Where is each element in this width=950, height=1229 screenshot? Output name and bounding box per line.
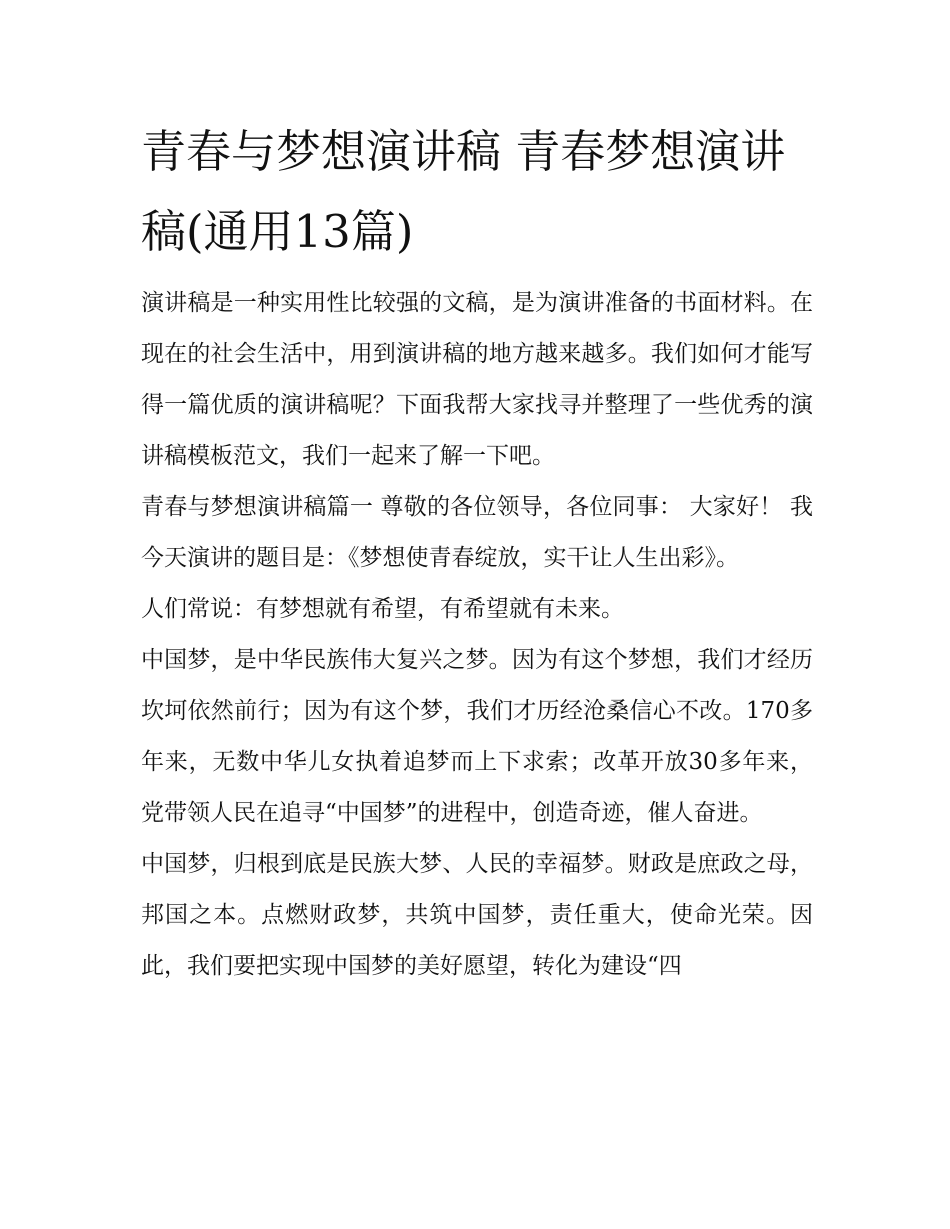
speech-opening-paragraph: 青春与梦想演讲稿篇一 尊敬的各位领导，各位同事： 大家好！ 我今天演讲的题目是：《梦想使青春绽放，实干让人生出彩》。 xyxy=(141,494,813,571)
saying-paragraph: 人们常说：有梦想就有希望，有希望就有未来。 xyxy=(141,596,624,622)
document-title: 青春与梦想演讲稿 青春梦想演讲稿(通用13篇) xyxy=(141,125,786,258)
document-body xyxy=(141,112,813,992)
intro-paragraph: 演讲稿是一种实用性比较强的文稿，是为演讲准备的书面材料。在现在的社会生活中，用到演讲稿的地方越来越多。我们如何才能写得一篇优质的演讲稿呢？下面我帮大家找寻并整理了一些优秀的演讲稿模板范文，我们一起来了解一下吧。 xyxy=(141,290,813,469)
china-dream-paragraph: 中国梦，是中华民族伟大复兴之梦。因为有这个梦想，我们才经历坎坷依然前行；因为有这个梦，我们才历经沧桑信心不改。170多年来，无数中华儿女执着追梦而上下求索；改革开放30多年来，党带领人民在追寻“中国梦”的进程中，创造奇迹，催人奋进。 xyxy=(141,647,813,826)
fiscal-dream-paragraph: 中国梦，归根到底是民族大梦、人民的幸福梦。财政是庶政之母，邦国之本。点燃财政梦，共筑中国梦，责任重大，使命光荣。因此，我们要把实现中国梦的美好愿望，转化为建设“四 xyxy=(141,851,813,979)
